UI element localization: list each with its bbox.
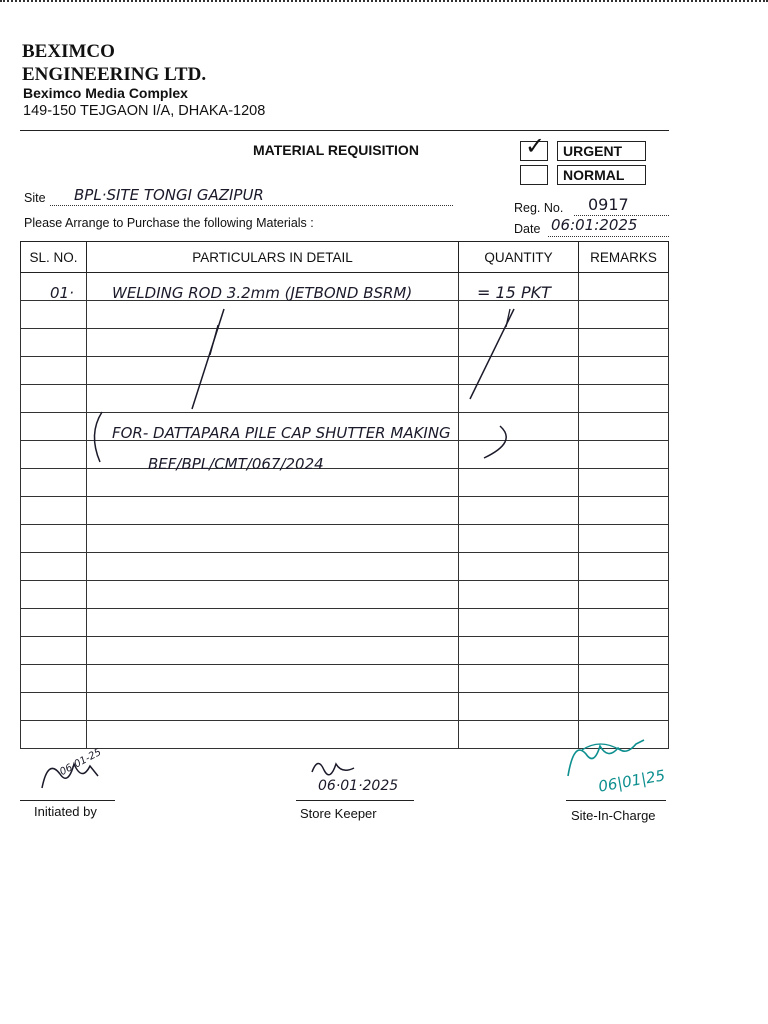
table-cell[interactable]	[579, 525, 669, 553]
table-cell[interactable]	[21, 581, 87, 609]
table-cell[interactable]	[579, 553, 669, 581]
instruction-text: Please Arrange to Purchase the following Materials :	[24, 216, 314, 230]
table-cell[interactable]	[21, 525, 87, 553]
table-row	[21, 525, 669, 553]
table-cell[interactable]	[21, 637, 87, 665]
table-cell[interactable]	[579, 637, 669, 665]
reg-no-field[interactable]	[574, 195, 669, 216]
table-row	[21, 665, 669, 693]
company-name-line2: ENGINEERING LTD.	[22, 64, 207, 85]
site-incharge-signature-line	[566, 800, 666, 801]
table-cell[interactable]	[459, 665, 579, 693]
store-keeper-signature-line	[296, 800, 414, 801]
table-cell[interactable]	[87, 581, 459, 609]
table-cell[interactable]	[459, 497, 579, 525]
row1-quantity-value: = 15 PKT	[477, 283, 551, 302]
table-row	[21, 469, 669, 497]
store-keeper-label: Store Keeper	[300, 806, 377, 821]
table-cell[interactable]	[579, 665, 669, 693]
table-cell[interactable]	[459, 525, 579, 553]
date-label: Date	[514, 222, 541, 236]
table-cell[interactable]	[87, 693, 459, 721]
company-name	[22, 40, 206, 86]
table-cell[interactable]	[579, 385, 669, 413]
check-mark-icon: ✓	[525, 132, 546, 160]
form-title: MATERIAL REQUISITION	[253, 142, 419, 158]
table-cell[interactable]	[579, 693, 669, 721]
col-header-particulars: PARTICULARS IN DETAIL	[87, 242, 459, 273]
note-line-purpose: FOR- DATTAPARA PILE CAP SHUTTER MAKING	[112, 424, 451, 442]
table-cell[interactable]	[87, 553, 459, 581]
table-cell[interactable]	[21, 301, 87, 329]
table-row	[21, 693, 669, 721]
table-cell[interactable]	[21, 329, 87, 357]
table-cell[interactable]	[459, 693, 579, 721]
table-cell[interactable]	[87, 637, 459, 665]
table-cell[interactable]	[21, 721, 87, 749]
table-cell[interactable]	[21, 385, 87, 413]
table-cell[interactable]	[87, 525, 459, 553]
site-value: BPL·SITE TONGI GAZIPUR	[74, 186, 264, 204]
company-complex: Beximco Media Complex	[23, 85, 188, 101]
site-field[interactable]	[50, 188, 453, 206]
date-field[interactable]	[548, 216, 669, 237]
col-header-quantity: QUANTITY	[459, 242, 579, 273]
table-cell[interactable]	[21, 441, 87, 469]
row1-sl-value: 01·	[50, 284, 74, 302]
initiator-signature-line	[20, 800, 115, 801]
site-label: Site	[24, 191, 46, 205]
table-cell[interactable]	[579, 441, 669, 469]
company-address: 149-150 TEJGAON I/A, DHAKA-1208	[23, 103, 266, 119]
table-row	[21, 497, 669, 525]
header-divider	[20, 130, 669, 131]
table-cell[interactable]	[579, 581, 669, 609]
table-cell[interactable]	[459, 637, 579, 665]
table-cell[interactable]	[21, 357, 87, 385]
table-cell[interactable]	[87, 497, 459, 525]
reg-no-label: Reg. No.	[514, 201, 564, 215]
table-cell[interactable]	[579, 357, 669, 385]
urgent-checkbox[interactable]	[520, 132, 548, 161]
table-cell[interactable]	[87, 609, 459, 637]
table-cell[interactable]	[579, 413, 669, 441]
normal-checkbox[interactable]	[520, 165, 548, 185]
date-value: 06:01:2025	[551, 216, 638, 234]
table-cell[interactable]	[21, 609, 87, 637]
table-cell[interactable]	[459, 609, 579, 637]
table-cell[interactable]	[579, 301, 669, 329]
normal-label: NORMAL	[557, 165, 646, 185]
table-row	[21, 609, 669, 637]
col-header-remarks: REMARKS	[579, 242, 669, 273]
table-cell[interactable]	[21, 553, 87, 581]
ditto-marks	[180, 305, 540, 415]
table-cell[interactable]	[579, 469, 669, 497]
table-cell[interactable]	[459, 553, 579, 581]
initiator-date: 06-01-25	[58, 746, 104, 779]
table-cell[interactable]	[87, 721, 459, 749]
table-cell[interactable]	[21, 693, 87, 721]
col-header-sl: SL. NO.	[21, 242, 87, 273]
perforation-edge	[0, 0, 768, 5]
table-cell[interactable]	[87, 665, 459, 693]
table-row	[21, 637, 669, 665]
table-cell[interactable]	[459, 469, 579, 497]
reg-no-value: 0917	[588, 195, 629, 214]
table-cell[interactable]	[459, 581, 579, 609]
table-cell[interactable]	[579, 497, 669, 525]
table-cell[interactable]	[21, 665, 87, 693]
table-row	[21, 581, 669, 609]
store-keeper-date: 06·01·2025	[318, 778, 399, 794]
table-cell[interactable]	[579, 609, 669, 637]
urgent-label: URGENT	[557, 141, 646, 161]
company-name-line1: BEXIMCO	[22, 41, 115, 62]
table-cell[interactable]	[579, 273, 669, 301]
table-row	[21, 553, 669, 581]
table-cell[interactable]	[21, 469, 87, 497]
site-incharge-date: 06|01|25	[596, 766, 667, 796]
note-line-reference: BEF/BPL/CMT/067/2024	[148, 455, 324, 473]
table-cell[interactable]	[579, 329, 669, 357]
table-cell[interactable]	[21, 413, 87, 441]
row1-particulars-value: WELDING ROD 3.2mm (JETBOND BSRM)	[112, 284, 413, 302]
table-cell[interactable]	[21, 497, 87, 525]
site-incharge-label: Site-In-Charge	[571, 808, 656, 823]
table-header-row	[21, 242, 669, 273]
initiated-by-label: Initiated by	[34, 804, 97, 819]
